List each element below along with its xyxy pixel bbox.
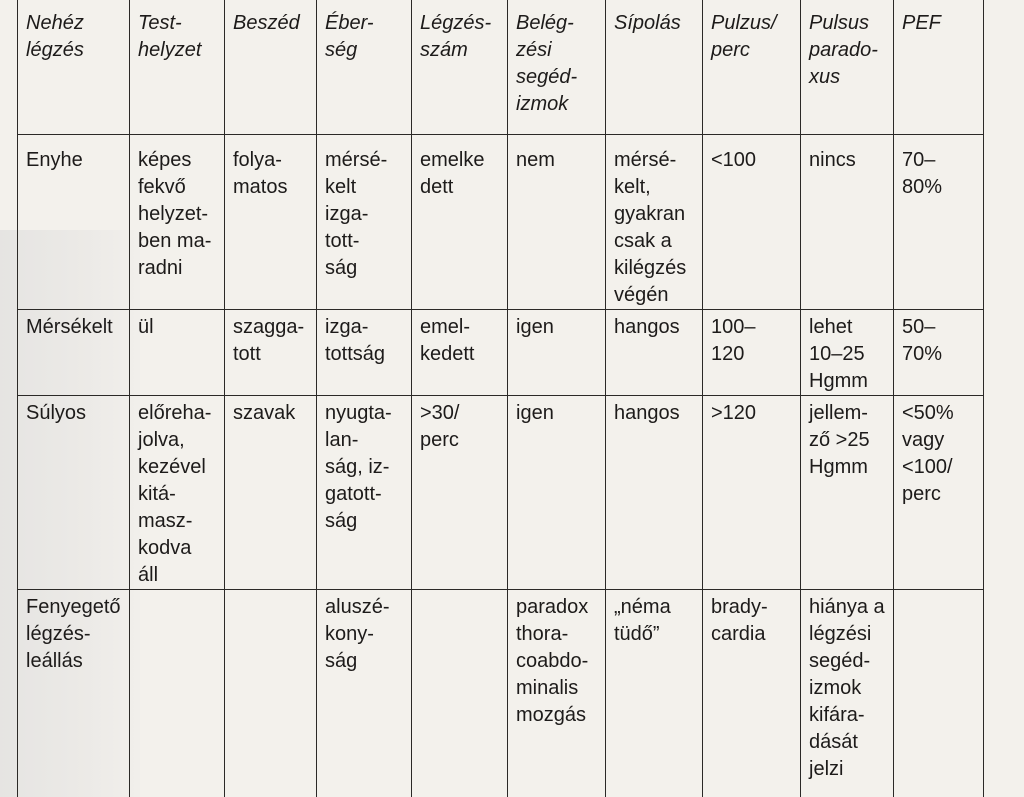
header-cell: Pulsus parado- xus (801, 0, 894, 135)
row-label-cell: Fenyegető légzés- leállás (18, 590, 130, 797)
table-cell: nyugta- lan- ság, iz- gatott- ság (317, 396, 412, 590)
table-cell: ül (130, 310, 225, 396)
table-cell: 70– 80% (894, 135, 984, 310)
table-cell: hiánya a légzési segéd- izmok kifára- dását jelzi (801, 590, 894, 797)
table-cell (225, 590, 317, 797)
table-cell: mérsé- kelt izga- tott- ság (317, 135, 412, 310)
table-row (18, 396, 984, 590)
header-cell: Éber- ség (317, 0, 412, 135)
row-label-cell: Súlyos (18, 396, 130, 590)
header-cell: Test- helyzet (130, 0, 225, 135)
table-cell: >120 (703, 396, 801, 590)
table-cell: paradox thora- coabdo- minalis mozgás (508, 590, 606, 797)
table-cell: igen (508, 310, 606, 396)
asthma-severity-table (17, 0, 984, 797)
table-cell: nincs (801, 135, 894, 310)
table-cell: aluszé- kony- ság (317, 590, 412, 797)
header-cell: Sípolás (606, 0, 703, 135)
row-label-cell: Enyhe (18, 135, 130, 310)
table-cell: <100 (703, 135, 801, 310)
header-cell: Beszéd (225, 0, 317, 135)
table-cell: szagga- tott (225, 310, 317, 396)
table-cell: jellem- ző >25 Hgmm (801, 396, 894, 590)
header-cell: Légzés- szám (412, 0, 508, 135)
table-cell (894, 590, 984, 797)
table-cell: szavak (225, 396, 317, 590)
table-cell: 50– 70% (894, 310, 984, 396)
table-cell: mérsé- kelt, gyakran csak a kilégzés végén (606, 135, 703, 310)
table-cell: hangos (606, 396, 703, 590)
header-row (18, 0, 984, 135)
table-cell: igen (508, 396, 606, 590)
table-cell (412, 590, 508, 797)
table-cell: emel- kedett (412, 310, 508, 396)
table-row (18, 310, 984, 396)
table-cell: emelke dett (412, 135, 508, 310)
table-cell: >30/ perc (412, 396, 508, 590)
header-cell: Pulzus/ perc (703, 0, 801, 135)
table-cell: <50% vagy <100/ perc (894, 396, 984, 590)
table-cell: brady- cardia (703, 590, 801, 797)
table-row (18, 135, 984, 310)
row-label-cell: Mérsékelt (18, 310, 130, 396)
table-cell (130, 590, 225, 797)
table-cell: folya- matos (225, 135, 317, 310)
table-cell: hangos (606, 310, 703, 396)
table-cell: izga- tottság (317, 310, 412, 396)
table-cell: 100– 120 (703, 310, 801, 396)
table-cell: előreha- jolva, kezével kitá- masz- kodva áll (130, 396, 225, 590)
header-cell: Belég- zési segéd- izmok (508, 0, 606, 135)
table-cell: „néma tüdő” (606, 590, 703, 797)
table-cell: képes fekvő helyzet- ben ma- radni (130, 135, 225, 310)
table-row (18, 590, 984, 797)
table-cell: lehet 10–25 Hgmm (801, 310, 894, 396)
header-cell: PEF (894, 0, 984, 135)
header-cell: Nehéz légzés (18, 0, 130, 135)
table-cell: nem (508, 135, 606, 310)
